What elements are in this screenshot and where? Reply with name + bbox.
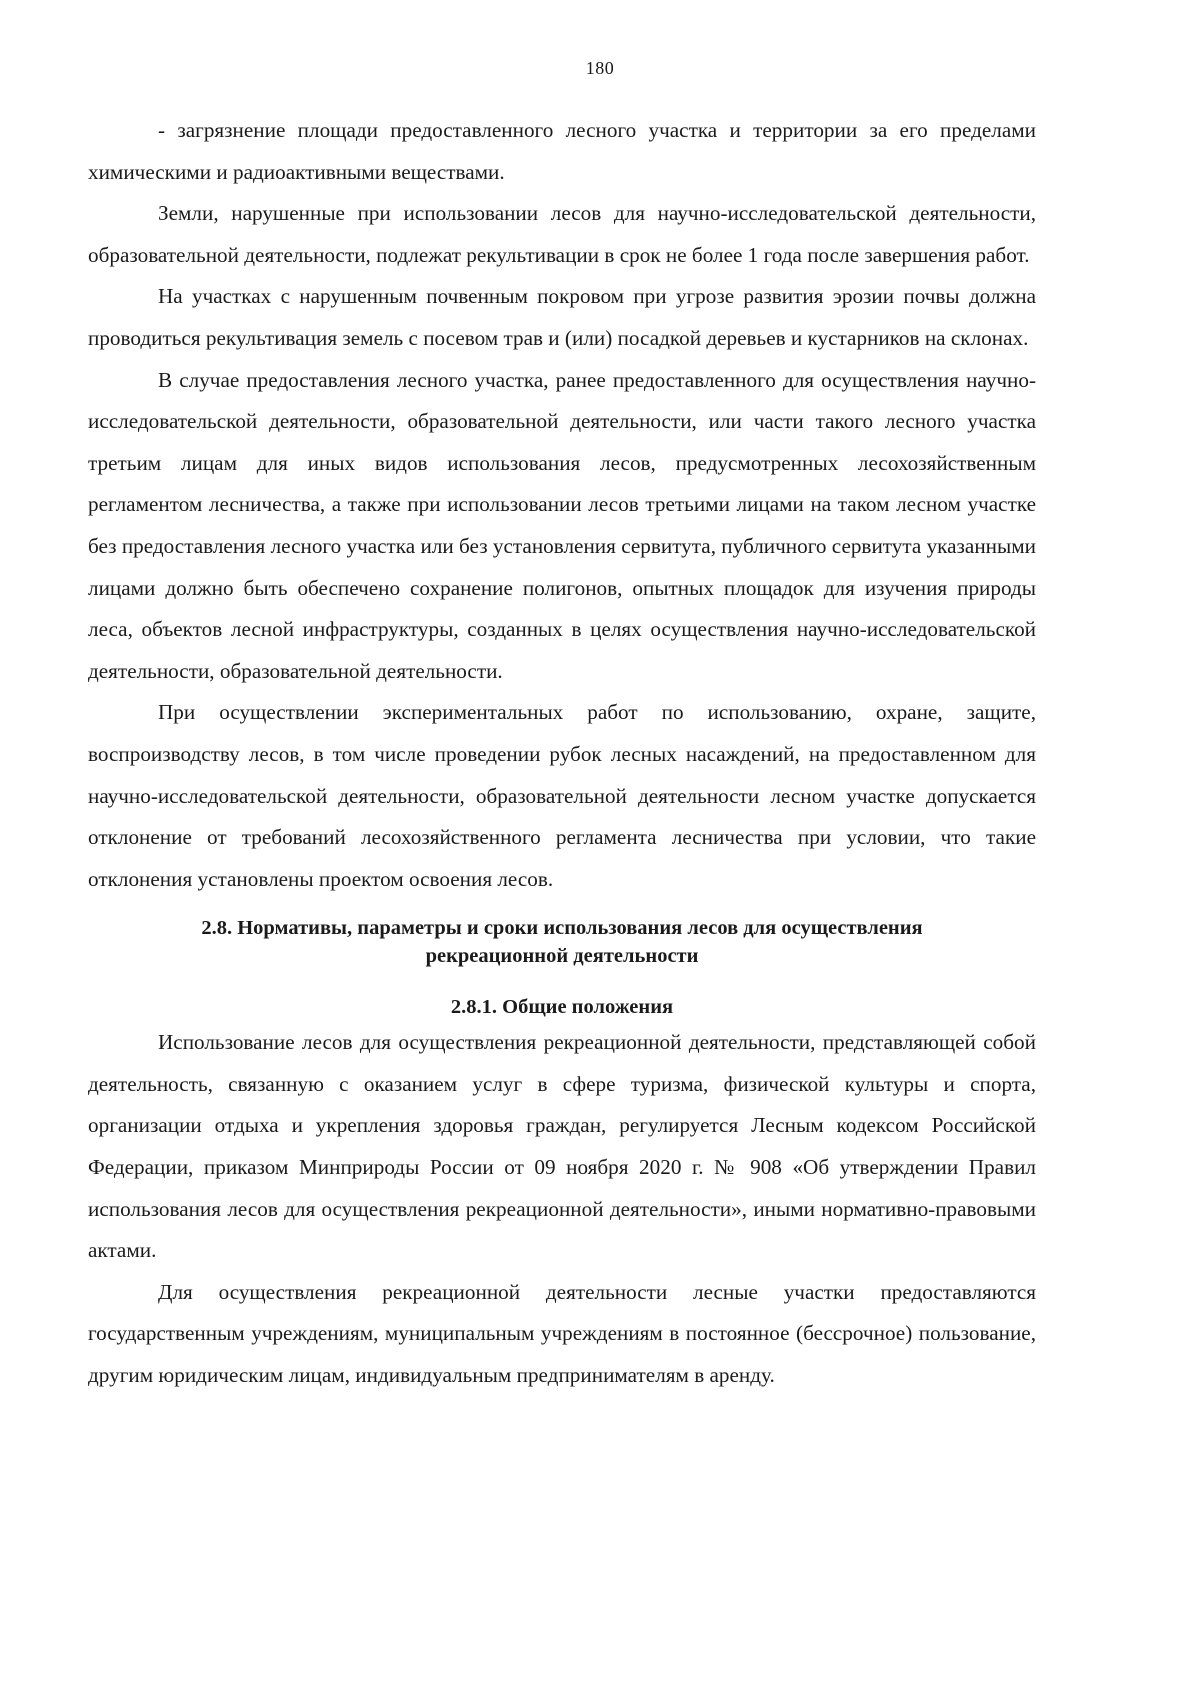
paragraph: Использование лесов для осуществления рекреационной деятельности, представляющей собой деятельность, связанную с оказанием услуг в сфере туризма, физической культуры и спорта, организации отдыха и укрепления здоровья граждан, регулируется Лесным кодексом Российской Федерации, приказом Минприроды России от 09 ноября 2020 г. № 908 «Об утверждении Правил использования лесов для осуществления рекреационной деятельности», иными нормативно-правовыми актами. bbox=[88, 1030, 1036, 1263]
paragraph: На участках с нарушенным почвенным покровом при угрозе развития эрозии почвы должна проводиться рекультивация земель с посевом трав и (или) посадкой деревьев и кустарников на склонах. bbox=[88, 284, 1036, 350]
paragraph: - загрязнение площади предоставленного лесного участка и территории за его пределами химическими и радиоактивными веществами. bbox=[88, 118, 1036, 184]
section-heading-line: 2.8. Нормативы, параметры и сроки использования лесов для осуществления bbox=[201, 917, 923, 940]
paragraph: При осуществлении экспериментальных работ по использованию, охране, защите, воспроизводству лесов, в том числе проведении рубок лесных насаждений, на предоставленном для научно-исследовательской деятельности, образовательной деятельности лесном участке допускается отклонение от требований лесохозяйственного регламента лесничества при условии, что такие отклонения установлены проектом освоения лесов. bbox=[88, 700, 1036, 891]
section-heading bbox=[88, 914, 1036, 970]
page-body bbox=[88, 110, 1036, 1397]
paragraph: Для осуществления рекреационной деятельности лесные участки предоставляются государственным учреждениям, муниципальным учреждениям в постоянное (бессрочное) пользование, другим юридическим лицам, индивидуальным предпринимателям в аренду. bbox=[88, 1279, 1036, 1388]
subsection-heading: 2.8.1. Общие положения bbox=[450, 996, 674, 1019]
paragraph: Земли, нарушенные при использовании лесов для научно-исследовательской деятельности, образовательной деятельности, подлежат рекультивации в срок не более 1 года после завершения работ. bbox=[88, 201, 1036, 267]
page-number: 180 bbox=[585, 58, 615, 78]
paragraph: В случае предоставления лесного участка, ранее предоставленного для осуществления научно-исследовательской деятельности, образовательной деятельности, или части такого лесного участка третьим лицам для иных видов использования лесов, предусмотренных лесохозяйственным регламентом лесничества, а также при использовании лесов третьими лицами на таком лесном участке без предоставления лесного участка или без установления сервитута, публичного сервитута указанными лицами должно быть обеспечено сохранение полигонов, опытных площадок для изучения природы леса, объектов лесной инфраструктуры, созданных в целях осуществления научно-исследовательской деятельности, образовательной деятельности. bbox=[88, 367, 1036, 683]
section-heading-line: рекреационной деятельности bbox=[425, 945, 699, 968]
